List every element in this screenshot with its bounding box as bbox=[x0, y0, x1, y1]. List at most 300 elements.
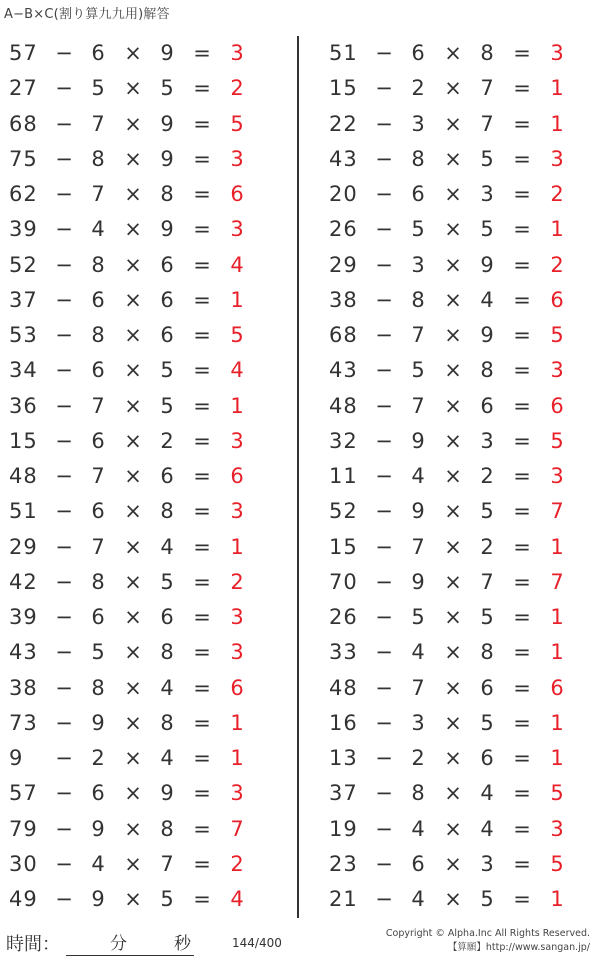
answer: 2 bbox=[230, 851, 244, 876]
multiplicand: 8 bbox=[480, 41, 494, 65]
equals-sign: = bbox=[513, 146, 531, 171]
minuend: 53 bbox=[9, 323, 38, 347]
problem-row bbox=[0, 142, 280, 177]
minus-sign: − bbox=[375, 569, 393, 594]
page-title: A−B×C(割り算九九用)解答 bbox=[4, 7, 170, 22]
time-label: 時間： bbox=[6, 934, 60, 955]
problem-row bbox=[320, 248, 600, 283]
problem-row bbox=[0, 107, 280, 142]
multiplicand: 4 bbox=[160, 746, 174, 770]
minus-sign: − bbox=[55, 710, 73, 735]
multiplicand: 4 bbox=[160, 675, 174, 700]
equals-sign: = bbox=[513, 781, 531, 806]
minuend: 57 bbox=[9, 781, 38, 806]
multiplicand: 3 bbox=[480, 851, 494, 876]
times-sign: × bbox=[444, 323, 462, 347]
copyright-text: Copyright © Alpha.Inc All Rights Reserved. bbox=[385, 928, 590, 939]
minuend: 48 bbox=[329, 675, 358, 700]
multiplier: 7 bbox=[411, 323, 425, 347]
minuend: 20 bbox=[329, 182, 358, 206]
answer: 2 bbox=[550, 252, 564, 277]
answer: 1 bbox=[550, 534, 564, 559]
minuend: 15 bbox=[329, 76, 358, 101]
multiplier: 4 bbox=[411, 464, 425, 488]
minuend: 9 bbox=[9, 746, 24, 770]
answer: 1 bbox=[230, 746, 244, 770]
copyright-block bbox=[386, 927, 590, 955]
answer: 3 bbox=[550, 464, 564, 488]
multiplier: 7 bbox=[91, 393, 105, 418]
multiplier: 5 bbox=[411, 217, 425, 242]
times-sign: × bbox=[124, 781, 142, 806]
minuend: 39 bbox=[9, 605, 38, 629]
problem-row bbox=[0, 424, 280, 459]
answer: 5 bbox=[550, 781, 564, 806]
minuend: 51 bbox=[329, 41, 358, 65]
problem-row bbox=[0, 353, 280, 388]
answer: 5 bbox=[230, 323, 244, 347]
times-sign: × bbox=[444, 746, 462, 770]
multiplicand: 9 bbox=[160, 217, 174, 242]
equals-sign: = bbox=[193, 887, 211, 911]
multiplier: 9 bbox=[411, 569, 425, 594]
problem-row bbox=[0, 671, 280, 706]
answer: 5 bbox=[550, 323, 564, 347]
minuend: 16 bbox=[329, 710, 358, 735]
equals-sign: = bbox=[193, 428, 211, 453]
times-sign: × bbox=[444, 605, 462, 629]
minuend: 43 bbox=[329, 146, 358, 171]
multiplicand: 6 bbox=[160, 287, 174, 312]
multiplicand: 7 bbox=[480, 111, 494, 136]
times-sign: × bbox=[444, 534, 462, 559]
minus-sign: − bbox=[55, 816, 73, 841]
multiplicand: 4 bbox=[480, 816, 494, 841]
equals-sign: = bbox=[193, 569, 211, 594]
minus-sign: − bbox=[55, 640, 73, 665]
minus-sign: − bbox=[55, 111, 73, 136]
minuend: 37 bbox=[9, 287, 38, 312]
multiplicand: 5 bbox=[160, 358, 174, 383]
minuend: 26 bbox=[329, 605, 358, 629]
minuend: 57 bbox=[9, 41, 38, 65]
times-sign: × bbox=[124, 887, 142, 911]
times-sign: × bbox=[124, 746, 142, 770]
times-sign: × bbox=[124, 111, 142, 136]
equals-sign: = bbox=[193, 182, 211, 206]
multiplier: 7 bbox=[411, 393, 425, 418]
minus-sign: − bbox=[55, 146, 73, 171]
equals-sign: = bbox=[513, 710, 531, 735]
multiplier: 9 bbox=[91, 887, 105, 911]
multiplicand: 4 bbox=[480, 781, 494, 806]
problem-row bbox=[0, 776, 280, 811]
multiplier: 6 bbox=[411, 182, 425, 206]
minus-sign: − bbox=[375, 464, 393, 488]
problem-row bbox=[320, 565, 600, 600]
minus-sign: − bbox=[55, 323, 73, 347]
minus-sign: − bbox=[55, 76, 73, 101]
times-sign: × bbox=[444, 287, 462, 312]
times-sign: × bbox=[124, 675, 142, 700]
times-sign: × bbox=[124, 851, 142, 876]
multiplicand: 3 bbox=[480, 428, 494, 453]
problem-row bbox=[320, 635, 600, 670]
equals-sign: = bbox=[513, 111, 531, 136]
minuend: 13 bbox=[329, 746, 358, 770]
answer: 6 bbox=[550, 287, 564, 312]
answer: 1 bbox=[230, 534, 244, 559]
equals-sign: = bbox=[513, 358, 531, 383]
minus-sign: − bbox=[375, 675, 393, 700]
multiplier: 8 bbox=[411, 146, 425, 171]
minus-sign: − bbox=[375, 887, 393, 911]
times-sign: × bbox=[444, 252, 462, 277]
minuend: 39 bbox=[9, 217, 38, 242]
multiplier: 4 bbox=[411, 887, 425, 911]
problem-row bbox=[0, 882, 280, 917]
times-sign: × bbox=[124, 217, 142, 242]
minus-sign: − bbox=[55, 534, 73, 559]
multiplicand: 5 bbox=[480, 499, 494, 524]
problem-row bbox=[320, 776, 600, 811]
multiplicand: 5 bbox=[480, 887, 494, 911]
times-sign: × bbox=[124, 393, 142, 418]
minus-sign: − bbox=[375, 252, 393, 277]
seconds-label: 秒 bbox=[174, 934, 191, 954]
equals-sign: = bbox=[513, 464, 531, 488]
minuend: 62 bbox=[9, 182, 38, 206]
minuend: 34 bbox=[9, 358, 38, 383]
multiplier: 4 bbox=[91, 217, 105, 242]
answer: 6 bbox=[230, 182, 244, 206]
equals-sign: = bbox=[513, 323, 531, 347]
problem-row bbox=[320, 706, 600, 741]
problem-row bbox=[320, 318, 600, 353]
times-sign: × bbox=[124, 76, 142, 101]
equals-sign: = bbox=[513, 887, 531, 911]
multiplier: 4 bbox=[91, 851, 105, 876]
equals-sign: = bbox=[193, 464, 211, 488]
minuend: 26 bbox=[329, 217, 358, 242]
multiplicand: 2 bbox=[480, 464, 494, 488]
answer: 3 bbox=[230, 781, 244, 806]
times-sign: × bbox=[124, 252, 142, 277]
minus-sign: − bbox=[375, 287, 393, 312]
answer: 4 bbox=[230, 252, 244, 277]
minuend: 51 bbox=[9, 499, 38, 524]
minuend: 68 bbox=[9, 111, 38, 136]
multiplier: 6 bbox=[91, 358, 105, 383]
times-sign: × bbox=[444, 111, 462, 136]
answer: 6 bbox=[550, 675, 564, 700]
minuend: 48 bbox=[9, 464, 38, 488]
minus-sign: − bbox=[375, 182, 393, 206]
minuend: 42 bbox=[9, 569, 38, 594]
multiplier: 9 bbox=[411, 428, 425, 453]
times-sign: × bbox=[124, 287, 142, 312]
equals-sign: = bbox=[193, 640, 211, 665]
times-sign: × bbox=[444, 146, 462, 171]
equals-sign: = bbox=[513, 640, 531, 665]
problem-row bbox=[320, 847, 600, 882]
equals-sign: = bbox=[513, 851, 531, 876]
equals-sign: = bbox=[193, 217, 211, 242]
times-sign: × bbox=[444, 464, 462, 488]
minus-sign: − bbox=[55, 428, 73, 453]
equals-sign: = bbox=[513, 569, 531, 594]
multiplicand: 9 bbox=[160, 146, 174, 171]
minuend: 73 bbox=[9, 710, 38, 735]
multiplicand: 7 bbox=[480, 569, 494, 594]
multiplicand: 6 bbox=[480, 393, 494, 418]
multiplier: 8 bbox=[91, 323, 105, 347]
problem-row bbox=[0, 318, 280, 353]
multiplicand: 5 bbox=[160, 393, 174, 418]
problem-row bbox=[0, 36, 280, 71]
answer: 1 bbox=[550, 217, 564, 242]
multiplicand: 8 bbox=[160, 499, 174, 524]
multiplier: 7 bbox=[91, 534, 105, 559]
multiplier: 6 bbox=[91, 287, 105, 312]
minus-sign: − bbox=[375, 358, 393, 383]
equals-sign: = bbox=[513, 675, 531, 700]
minus-sign: − bbox=[375, 428, 393, 453]
answer: 6 bbox=[550, 393, 564, 418]
minus-sign: − bbox=[375, 323, 393, 347]
multiplier: 2 bbox=[411, 746, 425, 770]
multiplier: 8 bbox=[91, 675, 105, 700]
equals-sign: = bbox=[193, 146, 211, 171]
multiplier: 8 bbox=[411, 287, 425, 312]
minuend: 79 bbox=[9, 816, 38, 841]
equals-sign: = bbox=[513, 499, 531, 524]
equals-sign: = bbox=[193, 851, 211, 876]
minuend: 68 bbox=[329, 323, 358, 347]
minuend: 27 bbox=[9, 76, 38, 101]
minus-sign: − bbox=[375, 217, 393, 242]
answer: 3 bbox=[550, 358, 564, 383]
equals-sign: = bbox=[513, 217, 531, 242]
equals-sign: = bbox=[193, 816, 211, 841]
times-sign: × bbox=[124, 323, 142, 347]
multiplicand: 5 bbox=[480, 710, 494, 735]
multiplier: 5 bbox=[411, 358, 425, 383]
minus-sign: − bbox=[55, 675, 73, 700]
times-sign: × bbox=[124, 534, 142, 559]
minus-sign: − bbox=[375, 605, 393, 629]
multiplier: 7 bbox=[411, 534, 425, 559]
multiplier: 6 bbox=[91, 41, 105, 65]
answer: 3 bbox=[230, 640, 244, 665]
multiplicand: 5 bbox=[160, 569, 174, 594]
answer: 3 bbox=[550, 146, 564, 171]
multiplicand: 8 bbox=[160, 182, 174, 206]
minus-sign: − bbox=[55, 851, 73, 876]
times-sign: × bbox=[444, 76, 462, 101]
site-link[interactable]: 【算願】http://www.sangan.jp/ bbox=[447, 942, 590, 953]
equals-sign: = bbox=[193, 323, 211, 347]
multiplicand: 9 bbox=[480, 323, 494, 347]
minuend: 29 bbox=[329, 252, 358, 277]
minus-sign: − bbox=[375, 851, 393, 876]
problem-row bbox=[320, 600, 600, 635]
answer: 7 bbox=[230, 816, 244, 841]
problem-row bbox=[320, 494, 600, 529]
multiplier: 3 bbox=[411, 710, 425, 735]
minuend: 23 bbox=[329, 851, 358, 876]
minuend: 19 bbox=[329, 816, 358, 841]
answer: 5 bbox=[230, 111, 244, 136]
equals-sign: = bbox=[193, 41, 211, 65]
multiplier: 8 bbox=[411, 781, 425, 806]
minuend: 29 bbox=[9, 534, 38, 559]
problem-row bbox=[320, 882, 600, 917]
problem-row bbox=[0, 847, 280, 882]
times-sign: × bbox=[124, 182, 142, 206]
minuend: 11 bbox=[329, 464, 358, 488]
multiplicand: 4 bbox=[160, 534, 174, 559]
minuend: 15 bbox=[9, 428, 38, 453]
equals-sign: = bbox=[513, 41, 531, 65]
problem-row bbox=[320, 353, 600, 388]
minuend: 49 bbox=[9, 887, 38, 911]
right-problem-column bbox=[320, 36, 600, 917]
multiplier: 5 bbox=[411, 605, 425, 629]
answer: 1 bbox=[550, 746, 564, 770]
minuend: 75 bbox=[9, 146, 38, 171]
multiplicand: 7 bbox=[480, 76, 494, 101]
equals-sign: = bbox=[193, 111, 211, 136]
left-problem-column bbox=[0, 36, 280, 917]
answer: 1 bbox=[230, 393, 244, 418]
minus-sign: − bbox=[375, 710, 393, 735]
problem-row bbox=[320, 530, 600, 565]
problem-row bbox=[320, 424, 600, 459]
problem-row bbox=[0, 459, 280, 494]
multiplicand: 5 bbox=[480, 605, 494, 629]
multiplier: 7 bbox=[91, 464, 105, 488]
equals-sign: = bbox=[513, 182, 531, 206]
times-sign: × bbox=[444, 851, 462, 876]
multiplier: 4 bbox=[411, 640, 425, 665]
equals-sign: = bbox=[193, 499, 211, 524]
answer: 1 bbox=[550, 710, 564, 735]
multiplicand: 5 bbox=[480, 146, 494, 171]
times-sign: × bbox=[444, 217, 462, 242]
times-sign: × bbox=[124, 358, 142, 383]
minus-sign: − bbox=[55, 605, 73, 629]
times-sign: × bbox=[444, 781, 462, 806]
times-sign: × bbox=[444, 887, 462, 911]
minus-sign: − bbox=[55, 781, 73, 806]
minus-sign: − bbox=[375, 640, 393, 665]
multiplier: 9 bbox=[91, 710, 105, 735]
multiplier: 6 bbox=[91, 605, 105, 629]
times-sign: × bbox=[124, 146, 142, 171]
multiplier: 3 bbox=[411, 252, 425, 277]
equals-sign: = bbox=[193, 534, 211, 559]
problem-row bbox=[320, 142, 600, 177]
times-sign: × bbox=[124, 710, 142, 735]
answer: 1 bbox=[550, 640, 564, 665]
minuend: 32 bbox=[329, 428, 358, 453]
problem-row bbox=[320, 107, 600, 142]
problem-row bbox=[0, 812, 280, 847]
equals-sign: = bbox=[513, 816, 531, 841]
equals-sign: = bbox=[193, 358, 211, 383]
answer: 1 bbox=[230, 287, 244, 312]
answer: 3 bbox=[230, 499, 244, 524]
multiplier: 7 bbox=[91, 182, 105, 206]
times-sign: × bbox=[444, 569, 462, 594]
times-sign: × bbox=[124, 499, 142, 524]
multiplicand: 6 bbox=[480, 675, 494, 700]
minus-sign: − bbox=[55, 569, 73, 594]
multiplicand: 9 bbox=[160, 111, 174, 136]
answer: 5 bbox=[550, 428, 564, 453]
multiplicand: 9 bbox=[160, 41, 174, 65]
answer: 3 bbox=[230, 428, 244, 453]
multiplicand: 6 bbox=[160, 605, 174, 629]
minus-sign: − bbox=[55, 182, 73, 206]
multiplicand: 6 bbox=[160, 252, 174, 277]
multiplier: 7 bbox=[91, 111, 105, 136]
problem-row bbox=[320, 671, 600, 706]
times-sign: × bbox=[444, 640, 462, 665]
times-sign: × bbox=[444, 710, 462, 735]
equals-sign: = bbox=[193, 252, 211, 277]
minuend: 48 bbox=[329, 393, 358, 418]
minus-sign: − bbox=[55, 464, 73, 488]
multiplicand: 6 bbox=[160, 323, 174, 347]
equals-sign: = bbox=[513, 287, 531, 312]
minus-sign: − bbox=[55, 746, 73, 770]
equals-sign: = bbox=[513, 393, 531, 418]
page-number: 144/400 bbox=[232, 936, 282, 950]
minus-sign: − bbox=[55, 217, 73, 242]
problem-row bbox=[320, 36, 600, 71]
minus-sign: − bbox=[55, 41, 73, 65]
answer: 1 bbox=[550, 111, 564, 136]
problem-row bbox=[0, 248, 280, 283]
answer: 6 bbox=[230, 464, 244, 488]
minus-sign: − bbox=[55, 252, 73, 277]
multiplier: 9 bbox=[411, 499, 425, 524]
minuend: 38 bbox=[9, 675, 38, 700]
times-sign: × bbox=[124, 816, 142, 841]
multiplicand: 2 bbox=[160, 428, 174, 453]
multiplier: 6 bbox=[91, 428, 105, 453]
answer: 2 bbox=[550, 182, 564, 206]
equals-sign: = bbox=[513, 76, 531, 101]
minuend: 37 bbox=[329, 781, 358, 806]
times-sign: × bbox=[124, 640, 142, 665]
equals-sign: = bbox=[193, 781, 211, 806]
times-sign: × bbox=[124, 464, 142, 488]
multiplier: 5 bbox=[91, 640, 105, 665]
problem-row bbox=[0, 565, 280, 600]
multiplier: 6 bbox=[411, 41, 425, 65]
multiplier: 8 bbox=[91, 146, 105, 171]
multiplier: 2 bbox=[91, 746, 105, 770]
multiplier: 3 bbox=[411, 111, 425, 136]
problem-row bbox=[0, 177, 280, 212]
time-record bbox=[6, 930, 194, 956]
multiplier: 8 bbox=[91, 252, 105, 277]
multiplier: 4 bbox=[411, 816, 425, 841]
minus-sign: − bbox=[375, 41, 393, 65]
